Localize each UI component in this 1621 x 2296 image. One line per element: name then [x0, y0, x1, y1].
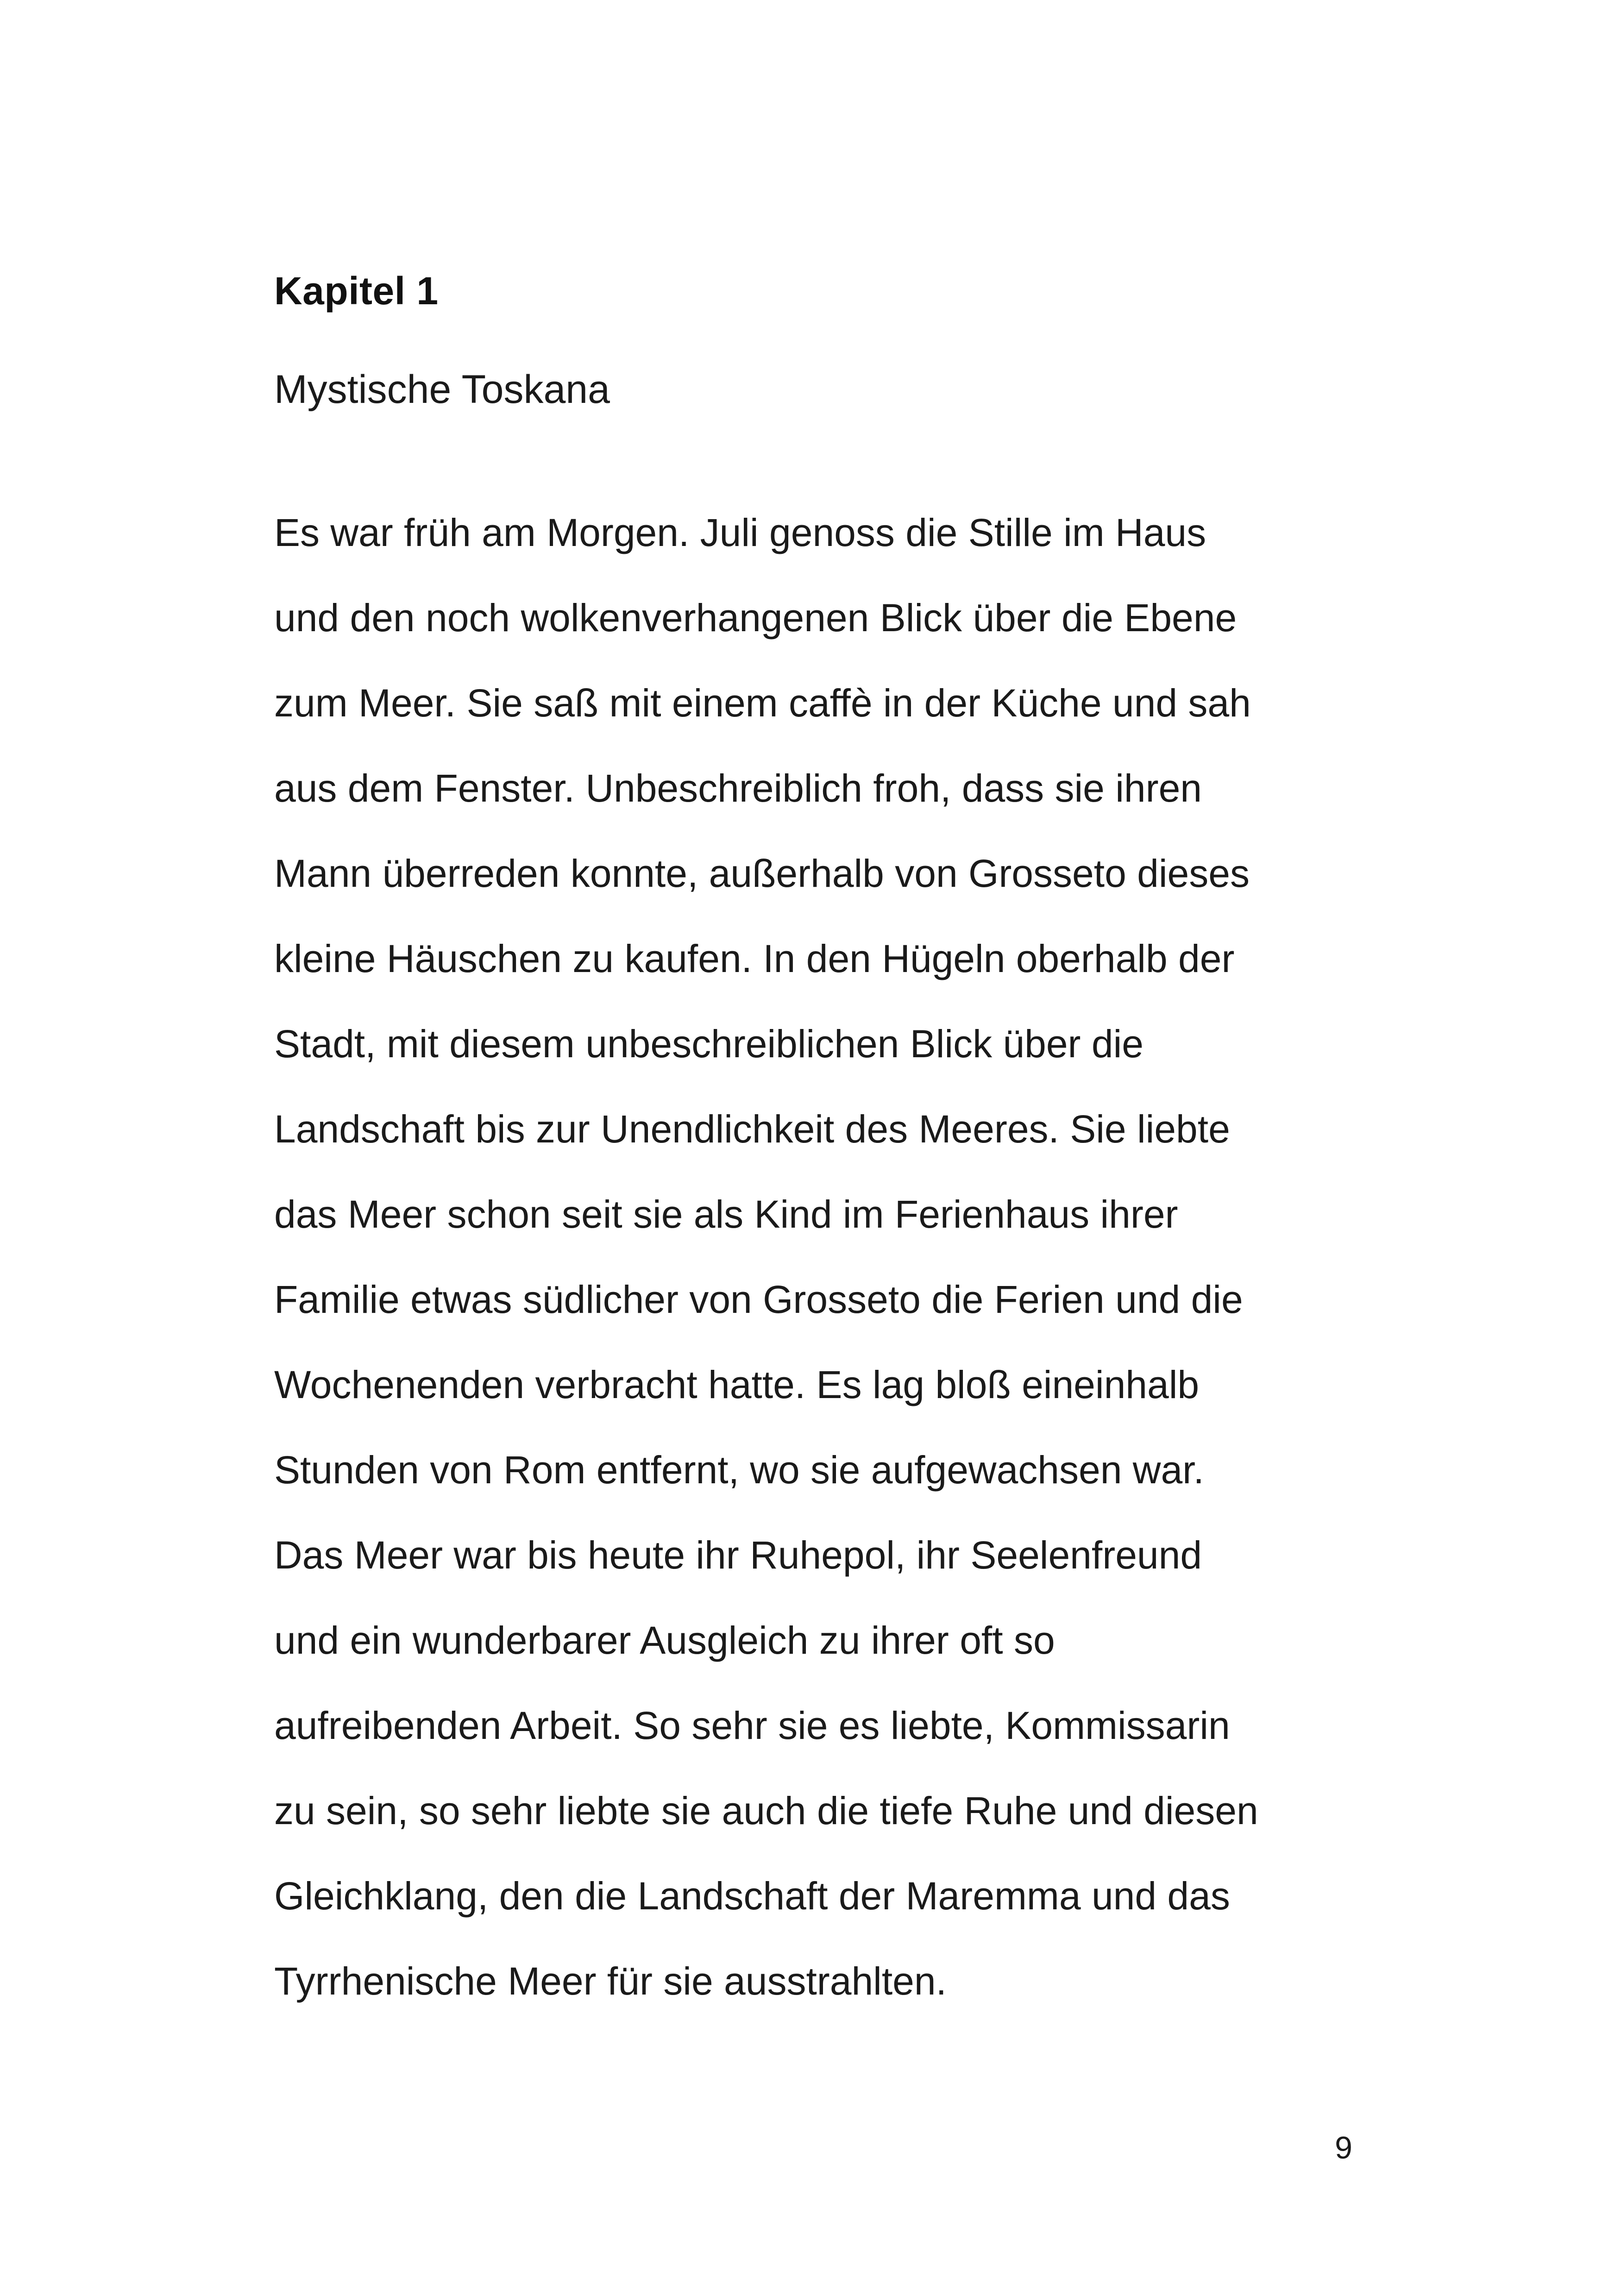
text-line: Mann überreden konnte, außerhalb von Grosseto dieses [274, 852, 1250, 895]
text-line: zum Meer. Sie saß mit einem caffè in der Küche und sah [274, 681, 1251, 725]
text-line: Das Meer war bis heute ihr Ruhepol, ihr Seelenfreund [274, 1533, 1202, 1577]
text-line: Tyrrhenische Meer für sie ausstrahlten. [274, 1959, 947, 2003]
text-line: Stadt, mit diesem unbeschreiblichen Blick über die [274, 1022, 1143, 1066]
text-line: und ein wunderbarer Ausgleich zu ihrer oft so [274, 1618, 1055, 1662]
text-line: Wochenenden verbracht hatte. Es lag bloß eineinhalb [274, 1363, 1200, 1406]
body-text [274, 509, 1386, 2043]
text-line: Es war früh am Morgen. Juli genoss die Stille im Haus [274, 511, 1206, 554]
text-line: aus dem Fenster. Unbeschreiblich froh, dass sie ihren [274, 766, 1202, 810]
text-line: und den noch wolkenverhangenen Blick über die Ebene [274, 596, 1237, 640]
text-line: aufreibenden Arbeit. So sehr sie es liebte, Kommissarin [274, 1704, 1230, 1747]
text-line: Familie etwas südlicher von Grosseto die Ferien und die [274, 1278, 1243, 1321]
chapter-heading: Kapitel 1 [274, 269, 439, 313]
text-line: das Meer schon seit sie als Kind im Ferienhaus ihrer [274, 1192, 1178, 1236]
text-line: kleine Häuschen zu kaufen. In den Hügeln oberhalb der [274, 937, 1235, 980]
text-line: Stunden von Rom entfernt, wo sie aufgewachsen war. [274, 1448, 1204, 1492]
text-line: Gleichklang, den die Landschaft der Maremma und das [274, 1874, 1230, 1918]
page-number: 9 [1335, 2130, 1352, 2165]
text-line: Landschaft bis zur Unendlichkeit des Meeres. Sie liebte [274, 1107, 1230, 1151]
chapter-subtitle: Mystische Toskana [274, 367, 610, 412]
text-line: zu sein, so sehr liebte sie auch die tiefe Ruhe und diesen [274, 1789, 1258, 1832]
